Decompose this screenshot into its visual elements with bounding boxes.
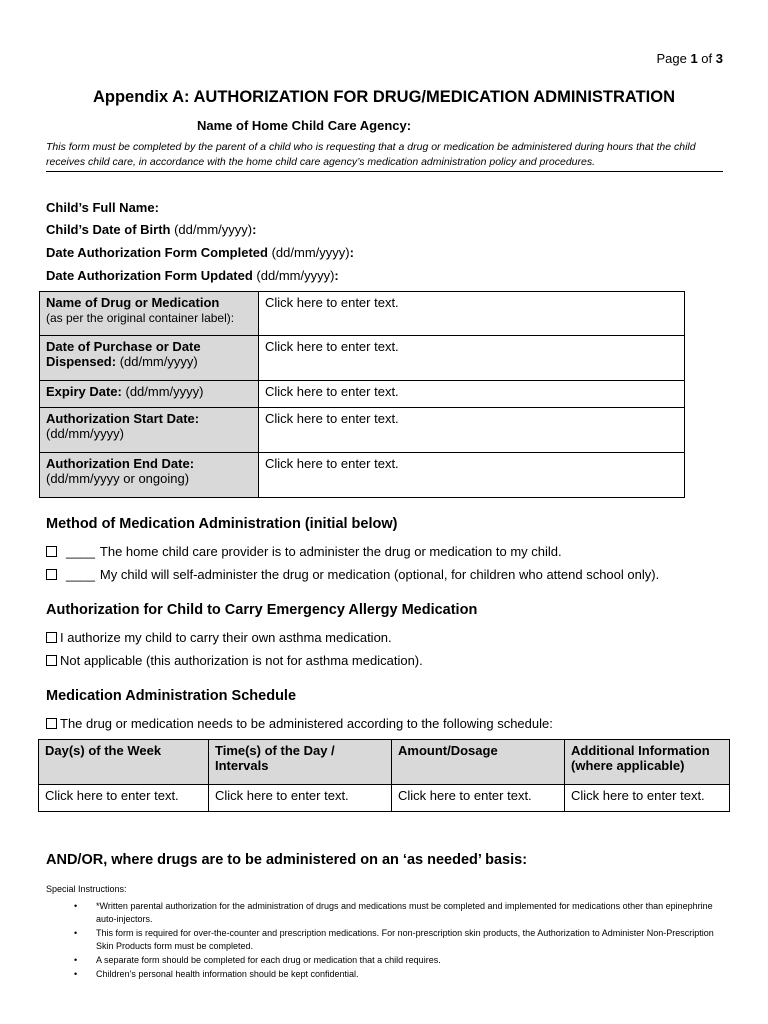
page-number — [656, 51, 723, 66]
table-header-row — [39, 740, 730, 785]
list-item-text: A separate form should be completed for each drug or medication that a child requires. — [96, 955, 441, 965]
bullet: • — [74, 955, 78, 965]
start-date-input[interactable]: Click here to enter text. — [259, 408, 685, 453]
field-suffix: : — [252, 222, 257, 237]
option-text: The drug or medication needs to be administered according to the following schedule: — [60, 716, 553, 731]
list-item — [46, 900, 726, 926]
list-item-text: *Written parental authorization for the administration of drugs and medications must be completed and implemented for medications other than epinephrine auto-injectors. — [96, 901, 713, 924]
option-text: I authorize my child to carry their own asthma medication. — [60, 630, 392, 645]
childs-date-of-birth-field[interactable] — [46, 222, 256, 237]
row-sublabel: (dd/mm/yyyy) — [119, 354, 198, 369]
field-suffix: : — [334, 268, 339, 283]
allergy-option-authorize — [46, 630, 392, 645]
start-date-label — [40, 408, 259, 453]
list-item-text: Children’s personal health information should be kept confidential. — [96, 969, 359, 979]
intro-text: This form must be completed by the parent of a child who is requesting that a drug or medication be administered during hours that the child receives child care, in accordance with the home child care agency’s medication administration policy and procedures. — [46, 140, 723, 172]
table-row — [40, 453, 685, 498]
row-sublabel: (dd/mm/yyyy) — [46, 426, 124, 441]
agency-name-label: Name of Home Child Care Agency: — [197, 118, 412, 133]
form-title: Appendix A: AUTHORIZATION FOR DRUG/MEDICATION ADMINISTRATION — [92, 88, 676, 106]
page-total: 3 — [715, 51, 723, 66]
column-header-times — [209, 740, 392, 785]
list-item — [46, 968, 726, 981]
schedule-table — [38, 739, 730, 812]
list-item — [46, 954, 726, 967]
header-line: Amount/Dosage — [398, 743, 498, 758]
header-line: Time(s) of the Day / — [215, 743, 335, 758]
date-form-completed-field[interactable] — [46, 245, 354, 260]
method-option-provider — [46, 544, 562, 559]
method-heading: Method of Medication Administration (initial below) — [46, 516, 398, 532]
column-header-additional — [565, 740, 730, 785]
table-row — [39, 785, 730, 812]
additional-info-input[interactable]: Click here to enter text. — [565, 785, 730, 812]
checkbox[interactable] — [46, 632, 57, 643]
field-label: Date Authorization Form Updated — [46, 268, 253, 283]
end-date-label — [40, 453, 259, 498]
row-label: Authorization End Date: — [46, 456, 195, 471]
table-row — [40, 381, 685, 408]
column-header-amount — [392, 740, 565, 785]
days-input[interactable]: Click here to enter text. — [39, 785, 209, 812]
checkbox[interactable] — [46, 569, 57, 580]
field-suffix: : — [349, 245, 354, 260]
checkbox[interactable] — [46, 718, 57, 729]
initial-blank[interactable]: ____ — [66, 544, 95, 559]
drug-name-input[interactable]: Click here to enter text. — [259, 292, 685, 336]
row-label: Expiry Date: — [46, 384, 122, 399]
bullet: • — [74, 969, 78, 979]
field-hint: (dd/mm/yyyy) — [271, 245, 350, 260]
list-item — [46, 927, 726, 953]
field-label: Child’s Full Name: — [46, 200, 159, 215]
purchase-date-label — [40, 336, 259, 381]
row-sublabel: (dd/mm/yyyy or ongoing) — [46, 471, 190, 486]
page-of: of — [701, 51, 713, 66]
field-hint: (dd/mm/yyyy) — [256, 268, 335, 283]
header-line: Additional Information — [571, 743, 710, 758]
option-text: The home child care provider is to administer the drug or medication to my child. — [99, 544, 562, 559]
row-label-line2: Dispensed: — [46, 354, 117, 369]
row-sublabel: (dd/mm/yyyy) — [125, 384, 204, 399]
method-option-self — [46, 567, 659, 582]
table-row — [40, 408, 685, 453]
allergy-option-not-applicable — [46, 653, 423, 668]
bullet: • — [74, 901, 78, 911]
expiry-date-input[interactable]: Click here to enter text. — [259, 381, 685, 408]
page-current: 1 — [690, 51, 698, 66]
bullet: • — [74, 928, 78, 938]
date-form-updated-field[interactable] — [46, 268, 339, 283]
option-text: My child will self-administer the drug or medication (optional, for children who attend school only). — [99, 567, 660, 582]
times-input[interactable]: Click here to enter text. — [209, 785, 392, 812]
schedule-option — [46, 716, 553, 731]
checkbox[interactable] — [46, 655, 57, 666]
field-hint: (dd/mm/yyyy) — [174, 222, 253, 237]
column-header-days — [39, 740, 209, 785]
initial-blank[interactable]: ____ — [66, 567, 95, 582]
row-sublabel: (as per the original container label): — [46, 311, 235, 325]
end-date-input[interactable]: Click here to enter text. — [259, 453, 685, 498]
drug-info-table — [39, 291, 685, 498]
field-label: Child’s Date of Birth — [46, 222, 171, 237]
row-label: Authorization Start Date: — [46, 411, 200, 426]
table-row — [40, 336, 685, 381]
checkbox[interactable] — [46, 546, 57, 557]
header-line: Intervals — [215, 758, 269, 773]
special-instructions-list — [46, 900, 726, 982]
page-prefix: Page — [656, 51, 687, 66]
amount-input[interactable]: Click here to enter text. — [392, 785, 565, 812]
special-instructions-label: Special Instructions: — [46, 884, 127, 894]
drug-name-label — [40, 292, 259, 336]
row-label: Name of Drug or Medication — [46, 295, 220, 310]
childs-full-name-field[interactable] — [46, 200, 159, 215]
as-needed-heading: AND/OR, where drugs are to be administered on an ‘as needed’ basis: — [46, 852, 528, 868]
option-text: Not applicable (this authorization is not for asthma medication). — [60, 653, 423, 668]
header-line: (where applicable) — [571, 758, 685, 773]
expiry-date-label — [40, 381, 259, 408]
field-label: Date Authorization Form Completed — [46, 245, 268, 260]
allergy-heading: Authorization for Child to Carry Emergency Allergy Medication — [46, 602, 478, 618]
row-label: Date of Purchase or Date — [46, 339, 201, 354]
schedule-heading: Medication Administration Schedule — [46, 688, 297, 704]
purchase-date-input[interactable]: Click here to enter text. — [259, 336, 685, 381]
header-line: Day(s) of the Week — [45, 743, 162, 758]
table-row — [40, 292, 685, 336]
list-item-text: This form is required for over-the-counter and prescription medications. For non-prescription skin products, the Authorization to Administer Non-Prescription Skin Products form must be completed. — [96, 928, 714, 951]
